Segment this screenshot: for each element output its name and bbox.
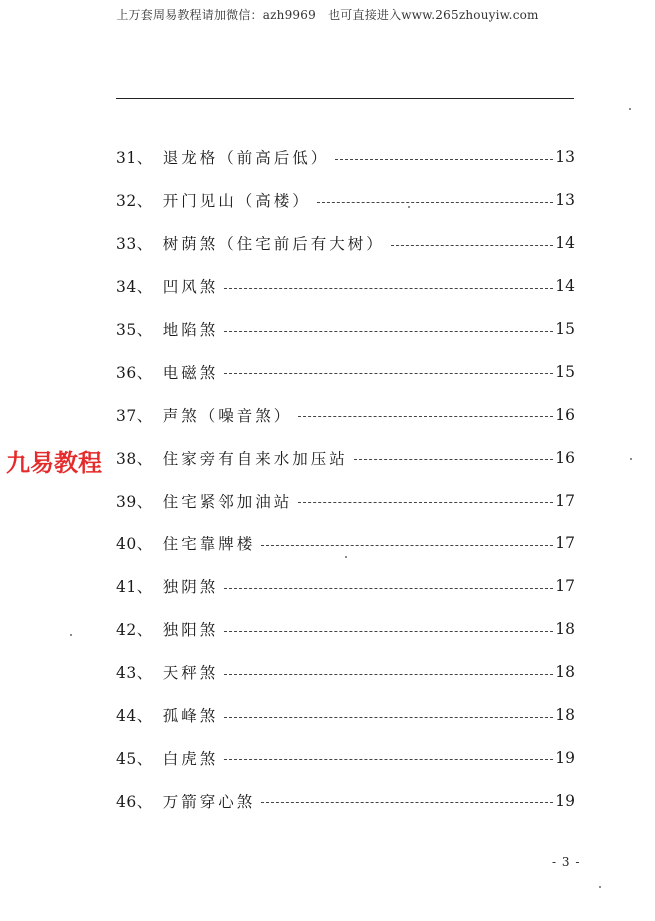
toc-entry-page: 19 bbox=[555, 748, 575, 767]
toc-entry-title: 白虎煞 bbox=[162, 749, 219, 768]
toc-entry-title: 电磁煞 bbox=[162, 363, 219, 382]
toc-entry-title: 凹风煞 bbox=[162, 278, 219, 297]
toc-entry-39[interactable] bbox=[116, 479, 575, 522]
toc-entry-number: 31、 bbox=[116, 149, 153, 168]
toc-entry-page: 15 bbox=[555, 320, 575, 338]
toc-entry-page: 16 bbox=[555, 448, 575, 467]
toc-entry-page: 14 bbox=[555, 234, 575, 253]
toc-entry-title: 万箭穿心煞 bbox=[162, 792, 256, 811]
toc-entry-number: 45、 bbox=[116, 749, 153, 768]
toc-entry-title: 独阴煞 bbox=[162, 578, 219, 597]
toc-entry-title: 孤峰煞 bbox=[162, 707, 219, 726]
toc-entry-number: 40、 bbox=[116, 535, 153, 554]
table-of-contents bbox=[116, 136, 575, 822]
toc-entry-page: 16 bbox=[555, 405, 575, 424]
toc-entry-title: 独阳煞 bbox=[162, 621, 219, 640]
toc-entry-page: 17 bbox=[555, 534, 575, 553]
toc-entry-34[interactable] bbox=[116, 265, 575, 308]
dotted-leader bbox=[224, 331, 553, 332]
dotted-leader bbox=[224, 717, 553, 718]
toc-entry-number: 43、 bbox=[116, 664, 153, 683]
toc-entry-32[interactable] bbox=[116, 179, 575, 222]
toc-entry-number: 33、 bbox=[116, 235, 153, 254]
toc-entry-page: 17 bbox=[555, 491, 575, 510]
dotted-leader bbox=[261, 545, 553, 546]
scan-speck bbox=[630, 458, 632, 460]
toc-entry-33[interactable] bbox=[116, 222, 575, 265]
toc-entry-36[interactable] bbox=[116, 350, 575, 393]
page-number: - 3 - bbox=[552, 855, 581, 869]
scan-speck bbox=[70, 634, 72, 636]
toc-entry-title: 地陷煞 bbox=[162, 321, 219, 339]
page-header-text: 上万套周易教程请加微信：azh9969 也可直接进入www.265zhouyiw.com bbox=[116, 8, 539, 22]
toc-entry-title: 树荫煞（住宅前后有大树） bbox=[162, 235, 385, 254]
toc-entry-number: 34、 bbox=[116, 278, 153, 297]
dotted-leader bbox=[224, 373, 553, 374]
scan-speck bbox=[629, 108, 631, 110]
toc-entry-37[interactable] bbox=[116, 393, 575, 436]
toc-entry-page: 17 bbox=[555, 577, 575, 596]
toc-entry-38[interactable] bbox=[116, 436, 575, 479]
watermark-logo: 九易教程 bbox=[6, 449, 102, 477]
dotted-leader bbox=[298, 416, 553, 417]
toc-entry-title: 声煞（噪音煞） bbox=[162, 406, 293, 425]
toc-entry-44[interactable] bbox=[116, 694, 575, 737]
toc-entry-number: 35、 bbox=[116, 321, 153, 339]
toc-entry-page: 18 bbox=[555, 706, 575, 725]
toc-entry-number: 46、 bbox=[116, 792, 153, 811]
toc-entry-number: 38、 bbox=[116, 449, 153, 468]
toc-entry-number: 32、 bbox=[116, 192, 153, 211]
toc-entry-title: 住宅紧邻加油站 bbox=[162, 492, 293, 511]
dotted-leader bbox=[224, 288, 553, 289]
dotted-leader bbox=[391, 245, 554, 246]
dotted-leader bbox=[317, 202, 554, 203]
toc-entry-number: 37、 bbox=[116, 406, 153, 425]
toc-entry-page: 13 bbox=[555, 191, 575, 210]
toc-entry-31[interactable] bbox=[116, 136, 575, 179]
dotted-leader bbox=[224, 674, 553, 675]
toc-entry-number: 44、 bbox=[116, 707, 153, 726]
toc-entry-number: 39、 bbox=[116, 492, 153, 511]
dotted-leader bbox=[224, 588, 553, 589]
toc-entry-number: 36、 bbox=[116, 363, 153, 382]
toc-entry-page: 18 bbox=[555, 620, 575, 639]
dotted-leader bbox=[354, 459, 554, 460]
toc-entry-45[interactable] bbox=[116, 736, 575, 779]
dotted-leader bbox=[335, 159, 553, 160]
toc-entry-46[interactable] bbox=[116, 779, 575, 822]
scan-speck bbox=[408, 206, 410, 208]
toc-entry-page: 13 bbox=[555, 148, 575, 167]
dotted-leader bbox=[298, 502, 553, 503]
scan-speck bbox=[599, 886, 601, 888]
toc-entry-page: 14 bbox=[555, 277, 575, 296]
toc-entry-41[interactable] bbox=[116, 565, 575, 608]
toc-entry-page: 15 bbox=[555, 362, 575, 381]
toc-entry-35[interactable] bbox=[116, 308, 575, 351]
toc-entry-page: 18 bbox=[555, 663, 575, 682]
toc-entry-title: 开门见山（高楼） bbox=[162, 192, 311, 211]
toc-entry-40[interactable] bbox=[116, 522, 575, 565]
dotted-leader bbox=[261, 802, 553, 803]
toc-entry-title: 住宅靠牌楼 bbox=[162, 535, 256, 554]
toc-entry-number: 41、 bbox=[116, 578, 153, 597]
header-divider bbox=[116, 98, 574, 99]
dotted-leader bbox=[224, 759, 553, 760]
toc-entry-title: 天秤煞 bbox=[162, 664, 219, 683]
toc-entry-page: 19 bbox=[555, 791, 575, 810]
dotted-leader bbox=[224, 631, 553, 632]
toc-entry-number: 42、 bbox=[116, 621, 153, 640]
toc-entry-42[interactable] bbox=[116, 608, 575, 651]
toc-entry-43[interactable] bbox=[116, 651, 575, 694]
scan-speck bbox=[345, 556, 347, 558]
toc-entry-title: 退龙格（前高后低） bbox=[162, 149, 330, 168]
toc-entry-title: 住家旁有自来水加压站 bbox=[162, 449, 348, 468]
